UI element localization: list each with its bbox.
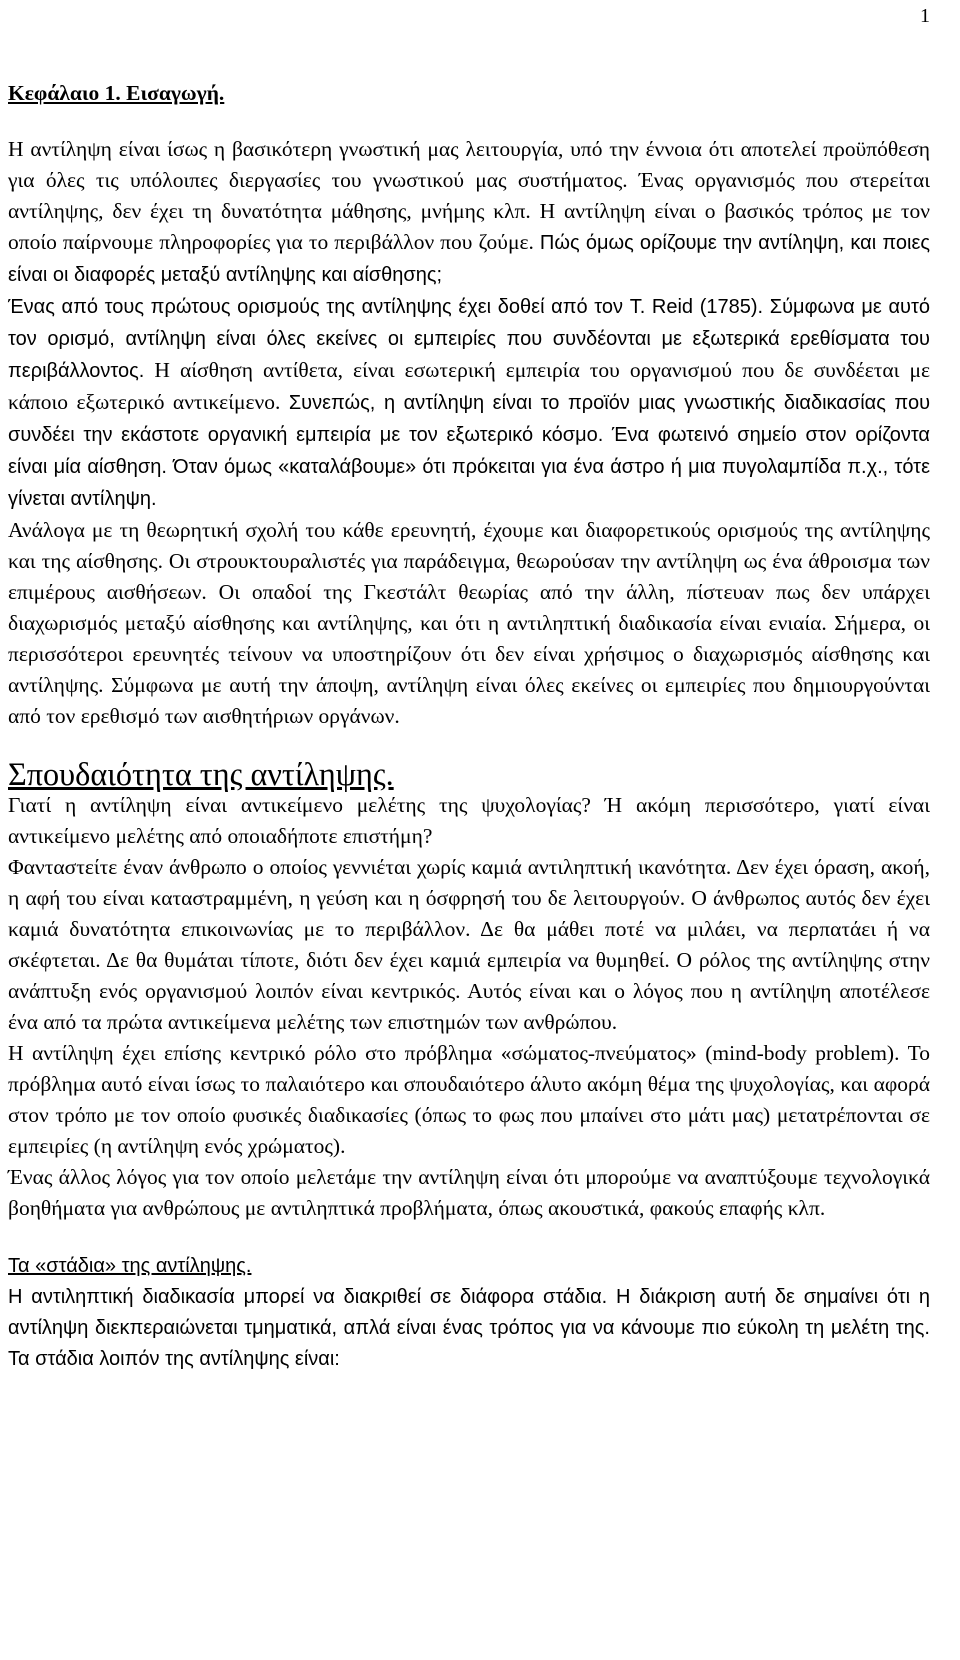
page-number: 1: [920, 5, 930, 27]
importance-paragraph-4: Ένας άλλος λόγος για τον οποίο μελετάμε την αντίληψη είναι ότι μπορούμε να αναπτύξουμε τεχνολογικά βοηθήματα για ανθρώπους με αντιληπτικά προβλήματα, όπως ακουστικά, φακούς επαφής κλπ.: [8, 1165, 930, 1220]
chapter-title: Κεφάλαιο 1. Εισαγωγή.: [8, 81, 225, 105]
importance-section: [8, 790, 930, 1224]
stages-title: Τα «στάδια» της αντίληψης.: [8, 1255, 252, 1277]
intro-section: [8, 134, 930, 732]
intro-paragraph-1a: Η αντίληψη είναι ίσως η βασικότερη γνωστική μας λειτουργία, υπό την έννοια ότι αποτελεί προϋπόθεση για όλες τις υπόλοιπες διεργασίες του γνωστικού μας συστήματος. Ένας οργανισμός που στερείται αντίληψης, δεν έχει τη δυνατότητα μάθησης, μνήμης κλπ. Η αντίληψη είναι ο βασικός τρόπος με τον οποίο παίρνουμε πληροφορίες για το περιβάλλον που ζούμε.: [8, 137, 930, 254]
intro-paragraph-1b: Πώς όμως ορίζουμε την αντίληψη, και ποιες είναι οι διαφορές μεταξύ αντίληψης και αίσθησης;: [8, 232, 931, 286]
importance-title: Σπουδαιότητα της αντίληψης.: [8, 756, 394, 792]
intro-paragraph-2b: Η αίσθηση αντίθετα, είναι εσωτερική εμπειρία του οργανισμού που δε συνδέεται με κάποιο εξωτερικό αντικείμενο.: [8, 358, 930, 414]
intro-paragraph-3a: Συνεπώς, η αντίληψη είναι το προϊόν μιας γνωστικής διαδικασίας που συνδέει την εκάστοτε οργανική εμπειρία με τον εξωτερικό κόσμο.: [8, 392, 931, 446]
importance-paragraph-2: Φανταστείτε έναν άνθρωπο ο οποίος γεννιέται χωρίς καμιά αντιληπτική ικανότητα. Δεν έχει όραση, ακοή, η αφή του είναι καταστραμμένη, η γεύση και η όσφρησή του δε λειτουργούν. Ο άνθρωπος αυτός δεν έχει καμιά δυνατότητα επικοινωνίας με το περιβάλλον. Δε θα μάθει ποτέ να μιλάει, να περπατάει ή να σκέφτεται. Δε θα θυμάται τίποτε, διότι δεν έχει καμιά εμπειρία να θυμηθεί. Ο ρόλος της αντίληψης στην ανάπτυξη ενός οργανισμού λοιπόν είναι κεντρικός. Αυτός είναι και ο λόγος που η αντίληψη αποτέλεσε ένα από τα πρώτα αντικείμενα μελέτης των επιστημών των ανθρώπου.: [8, 855, 930, 1034]
stages-section: [8, 1282, 930, 1375]
intro-paragraph-3b: Ένα φωτεινό σημείο στον ορίζοντα είναι μία αίσθηση. Όταν όμως «καταλάβουμε» ότι πρόκειται για ένα άστρο ή μια πυγολαμπίδα π.χ., τότε γίνεται αντίληψη.: [8, 424, 930, 510]
intro-paragraph-2a: Ένας από τους πρώτους ορισμούς της αντίληψης έχει δοθεί από τον T. Reid (1785). Σύμφωνα με αυτό τον ορισμό, αντίληψη είναι όλες εκείνες οι εμπειρίες που συνδέονται με εξωτερικά ερεθίσματα του περιβάλλοντος.: [8, 296, 930, 382]
importance-paragraph-3: Η αντίληψη έχει επίσης κεντρικό ρόλο στο πρόβλημα «σώματος-πνεύματος» (mind-body problem). Το πρόβλημα αυτό είναι ίσως το παλαιότερο και σπουδαιότερο άλυτο ακόμη θέμα της ψυχολογίας, και αφορά στον τρόπο με τον οποίο φυσικές διαδικασίες (όπως το φως που μπαίνει στο μάτι μας) μετατρέπονται σε εμπειρίες (η αντίληψη ενός χρώματος).: [8, 1041, 930, 1158]
intro-paragraph-4: Ανάλογα με τη θεωρητική σχολή του κάθε ερευνητή, έχουμε και διαφορετικούς ορισμούς της αντίληψης και της αίσθησης. Οι στρουκτουραλιστές για παράδειγμα, θεωρούσαν την αντίληψη ως ένα άθροισμα των επιμέρους αισθήσεων. Οι οπαδοί της Γκεστάλτ θεωρίας από την άλλη, πίστευαν πως δεν υπάρχει διαχωρισμός μεταξύ αίσθησης και αντίληψης, και ότι η αντιληπτική διαδικασία είναι ενιαία. Σήμερα, οι περισσότεροι ερευνητές τείνουν να υποστηρίζουν ότι δεν είναι χρήσιμος ο διαχωρισμός αίσθησης και αντίληψης. Σύμφωνα με αυτή την άποψη, αντίληψη είναι όλες εκείνες οι εμπειρίες που δημιουργούνται από τον ερεθισμό των αισθητήριων οργάνων.: [8, 518, 930, 728]
stages-paragraph-1: Η αντιληπτική διαδικασία μπορεί να διακριθεί σε διάφορα στάδια. Η διάκριση αυτή δε σημαίνει ότι η αντίληψη διεκπεραιώνεται τμηματικά, απλά είναι ένας τρόπος για να κάνουμε πιο εύκολη τη μελέτη της. Τα στάδια λοιπόν της αντίληψης είναι:: [8, 1286, 930, 1370]
importance-paragraph-1: Γιατί η αντίληψη είναι αντικείμενο μελέτης της ψυχολογίας? Ή ακόμη περισσότερο, γιατί είναι αντικείμενο μελέτης από οποιαδήποτε επιστήμη?: [8, 793, 930, 848]
